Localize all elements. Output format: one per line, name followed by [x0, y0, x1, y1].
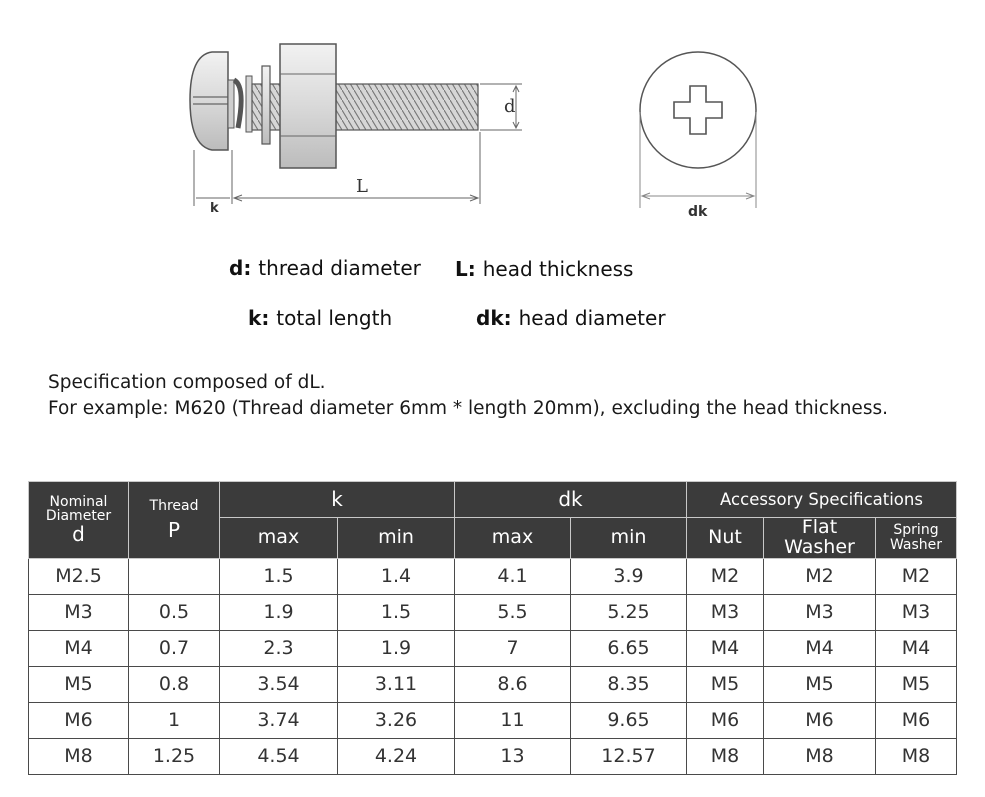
cell-flat-washer: M6 [764, 702, 876, 738]
cell-dk-min: 5.25 [571, 594, 687, 630]
cell-k-min: 1.5 [338, 594, 455, 630]
legend-k-symbol: k [248, 306, 262, 330]
cell-thread-pitch: 0.5 [129, 594, 220, 630]
cell-k-max: 3.54 [220, 666, 338, 702]
table-row [29, 558, 957, 594]
legend-k: k: total length [248, 306, 393, 330]
cell-k-max: 2.3 [220, 630, 338, 666]
cell-dk-min: 9.65 [571, 702, 687, 738]
flat-washer [262, 66, 270, 144]
cell-k-min: 3.26 [338, 702, 455, 738]
cell-dk-min: 8.35 [571, 666, 687, 702]
cell-spring-washer: M2 [876, 558, 957, 594]
cell-k-max: 1.5 [220, 558, 338, 594]
legend-L-symbol: L [455, 257, 468, 281]
k-label: k [210, 201, 219, 216]
cell-nut: M2 [687, 558, 764, 594]
legend-dk: dk: head diameter [476, 306, 666, 330]
legend-L-desc: head thickness [482, 257, 634, 281]
header-thread-label: Thread [149, 498, 199, 515]
cell-k-min: 1.4 [338, 558, 455, 594]
header-nominal-symbol: d [72, 522, 85, 547]
cell-k-min: 1.9 [338, 630, 455, 666]
cell-flat-washer: M3 [764, 594, 876, 630]
cell-nut: M3 [687, 594, 764, 630]
cell-thread-pitch: 0.8 [129, 666, 220, 702]
header-spring-line1: Spring [893, 522, 939, 539]
L-label: L [356, 176, 368, 197]
table-row [29, 738, 957, 774]
spec-table [28, 481, 957, 775]
cell-k-max: 1.9 [220, 594, 338, 630]
cell-spring-washer: M6 [876, 702, 957, 738]
cell-nominal-diameter: M4 [29, 630, 129, 666]
cell-k-max: 3.74 [220, 702, 338, 738]
header-k-max: max [220, 518, 338, 559]
cell-dk-max: 7 [455, 630, 571, 666]
k-dimension [194, 150, 230, 206]
cell-spring-washer: M8 [876, 738, 957, 774]
table-row [29, 630, 957, 666]
header-flat-washer: Flat Washer [764, 518, 876, 559]
legend-dk-desc: head diameter [518, 306, 666, 330]
cell-thread-pitch: 1 [129, 702, 220, 738]
spring-washer [228, 76, 252, 132]
cell-dk-max: 4.1 [455, 558, 571, 594]
cell-dk-max: 11 [455, 702, 571, 738]
screw-diagram [0, 0, 985, 230]
legend-k-desc: total length [276, 306, 393, 330]
cell-thread-pitch: 1.25 [129, 738, 220, 774]
header-nominal-line2: Diameter [45, 508, 112, 525]
header-k-group: k [220, 482, 455, 518]
header-nut: Nut [687, 518, 764, 559]
cell-dk-max: 5.5 [455, 594, 571, 630]
cell-nominal-diameter: M6 [29, 702, 129, 738]
d-dimension [480, 84, 522, 130]
dk-label: dk [688, 204, 708, 220]
header-dk-group: dk [455, 482, 687, 518]
header-dk-min: min [571, 518, 687, 559]
cell-k-min: 4.24 [338, 738, 455, 774]
cell-nominal-diameter: M5 [29, 666, 129, 702]
legend-L: L: head thickness [455, 257, 634, 281]
cell-nut: M6 [687, 702, 764, 738]
cell-thread-pitch: 0.7 [129, 630, 220, 666]
cell-dk-max: 13 [455, 738, 571, 774]
cell-spring-washer: M5 [876, 666, 957, 702]
cell-nut: M8 [687, 738, 764, 774]
header-spring-washer [876, 518, 957, 559]
header-thread-symbol: P [167, 517, 181, 542]
header-dk-max: max [455, 518, 571, 559]
cell-k-min: 3.11 [338, 666, 455, 702]
header-accessory-group: Accessory Specifications [687, 482, 957, 518]
legend-d-desc: thread diameter [258, 256, 421, 280]
header-nominal-line1: Nominal [49, 493, 108, 510]
hex-nut [280, 44, 336, 168]
spec-note-line1: Specification composed of dL. [48, 372, 326, 393]
cell-flat-washer: M4 [764, 630, 876, 666]
cell-spring-washer: M3 [876, 594, 957, 630]
dk-dimension [640, 112, 756, 208]
cell-spring-washer: M4 [876, 630, 957, 666]
spec-table-body [29, 558, 957, 774]
cell-flat-washer: M8 [764, 738, 876, 774]
header-thread [129, 482, 220, 559]
legend-d-symbol: d [229, 256, 244, 280]
header-nominal-diameter [29, 482, 129, 559]
cell-dk-min: 6.65 [571, 630, 687, 666]
d-label: d [504, 96, 516, 117]
cell-k-max: 4.54 [220, 738, 338, 774]
cell-nominal-diameter: M2.5 [29, 558, 129, 594]
cell-dk-max: 8.6 [455, 666, 571, 702]
cell-flat-washer: M2 [764, 558, 876, 594]
legend-d: d: thread diameter [229, 256, 421, 280]
header-k-min: min [338, 518, 455, 559]
table-row [29, 594, 957, 630]
spec-note-line2: For example: M620 (Thread diameter 6mm * length 20mm), excluding the head thickness. [48, 398, 888, 419]
screw-head-top [640, 52, 756, 168]
legend-dk-symbol: dk [476, 306, 504, 330]
cell-nominal-diameter: M8 [29, 738, 129, 774]
table-row [29, 702, 957, 738]
cell-flat-washer: M5 [764, 666, 876, 702]
cell-thread-pitch [129, 558, 220, 594]
header-spring-line2: Washer [889, 536, 943, 553]
cell-dk-min: 3.9 [571, 558, 687, 594]
cell-nut: M5 [687, 666, 764, 702]
table-row [29, 666, 957, 702]
cell-nominal-diameter: M3 [29, 594, 129, 630]
screw-head-side [190, 52, 228, 150]
cell-dk-min: 12.57 [571, 738, 687, 774]
cell-nut: M4 [687, 630, 764, 666]
